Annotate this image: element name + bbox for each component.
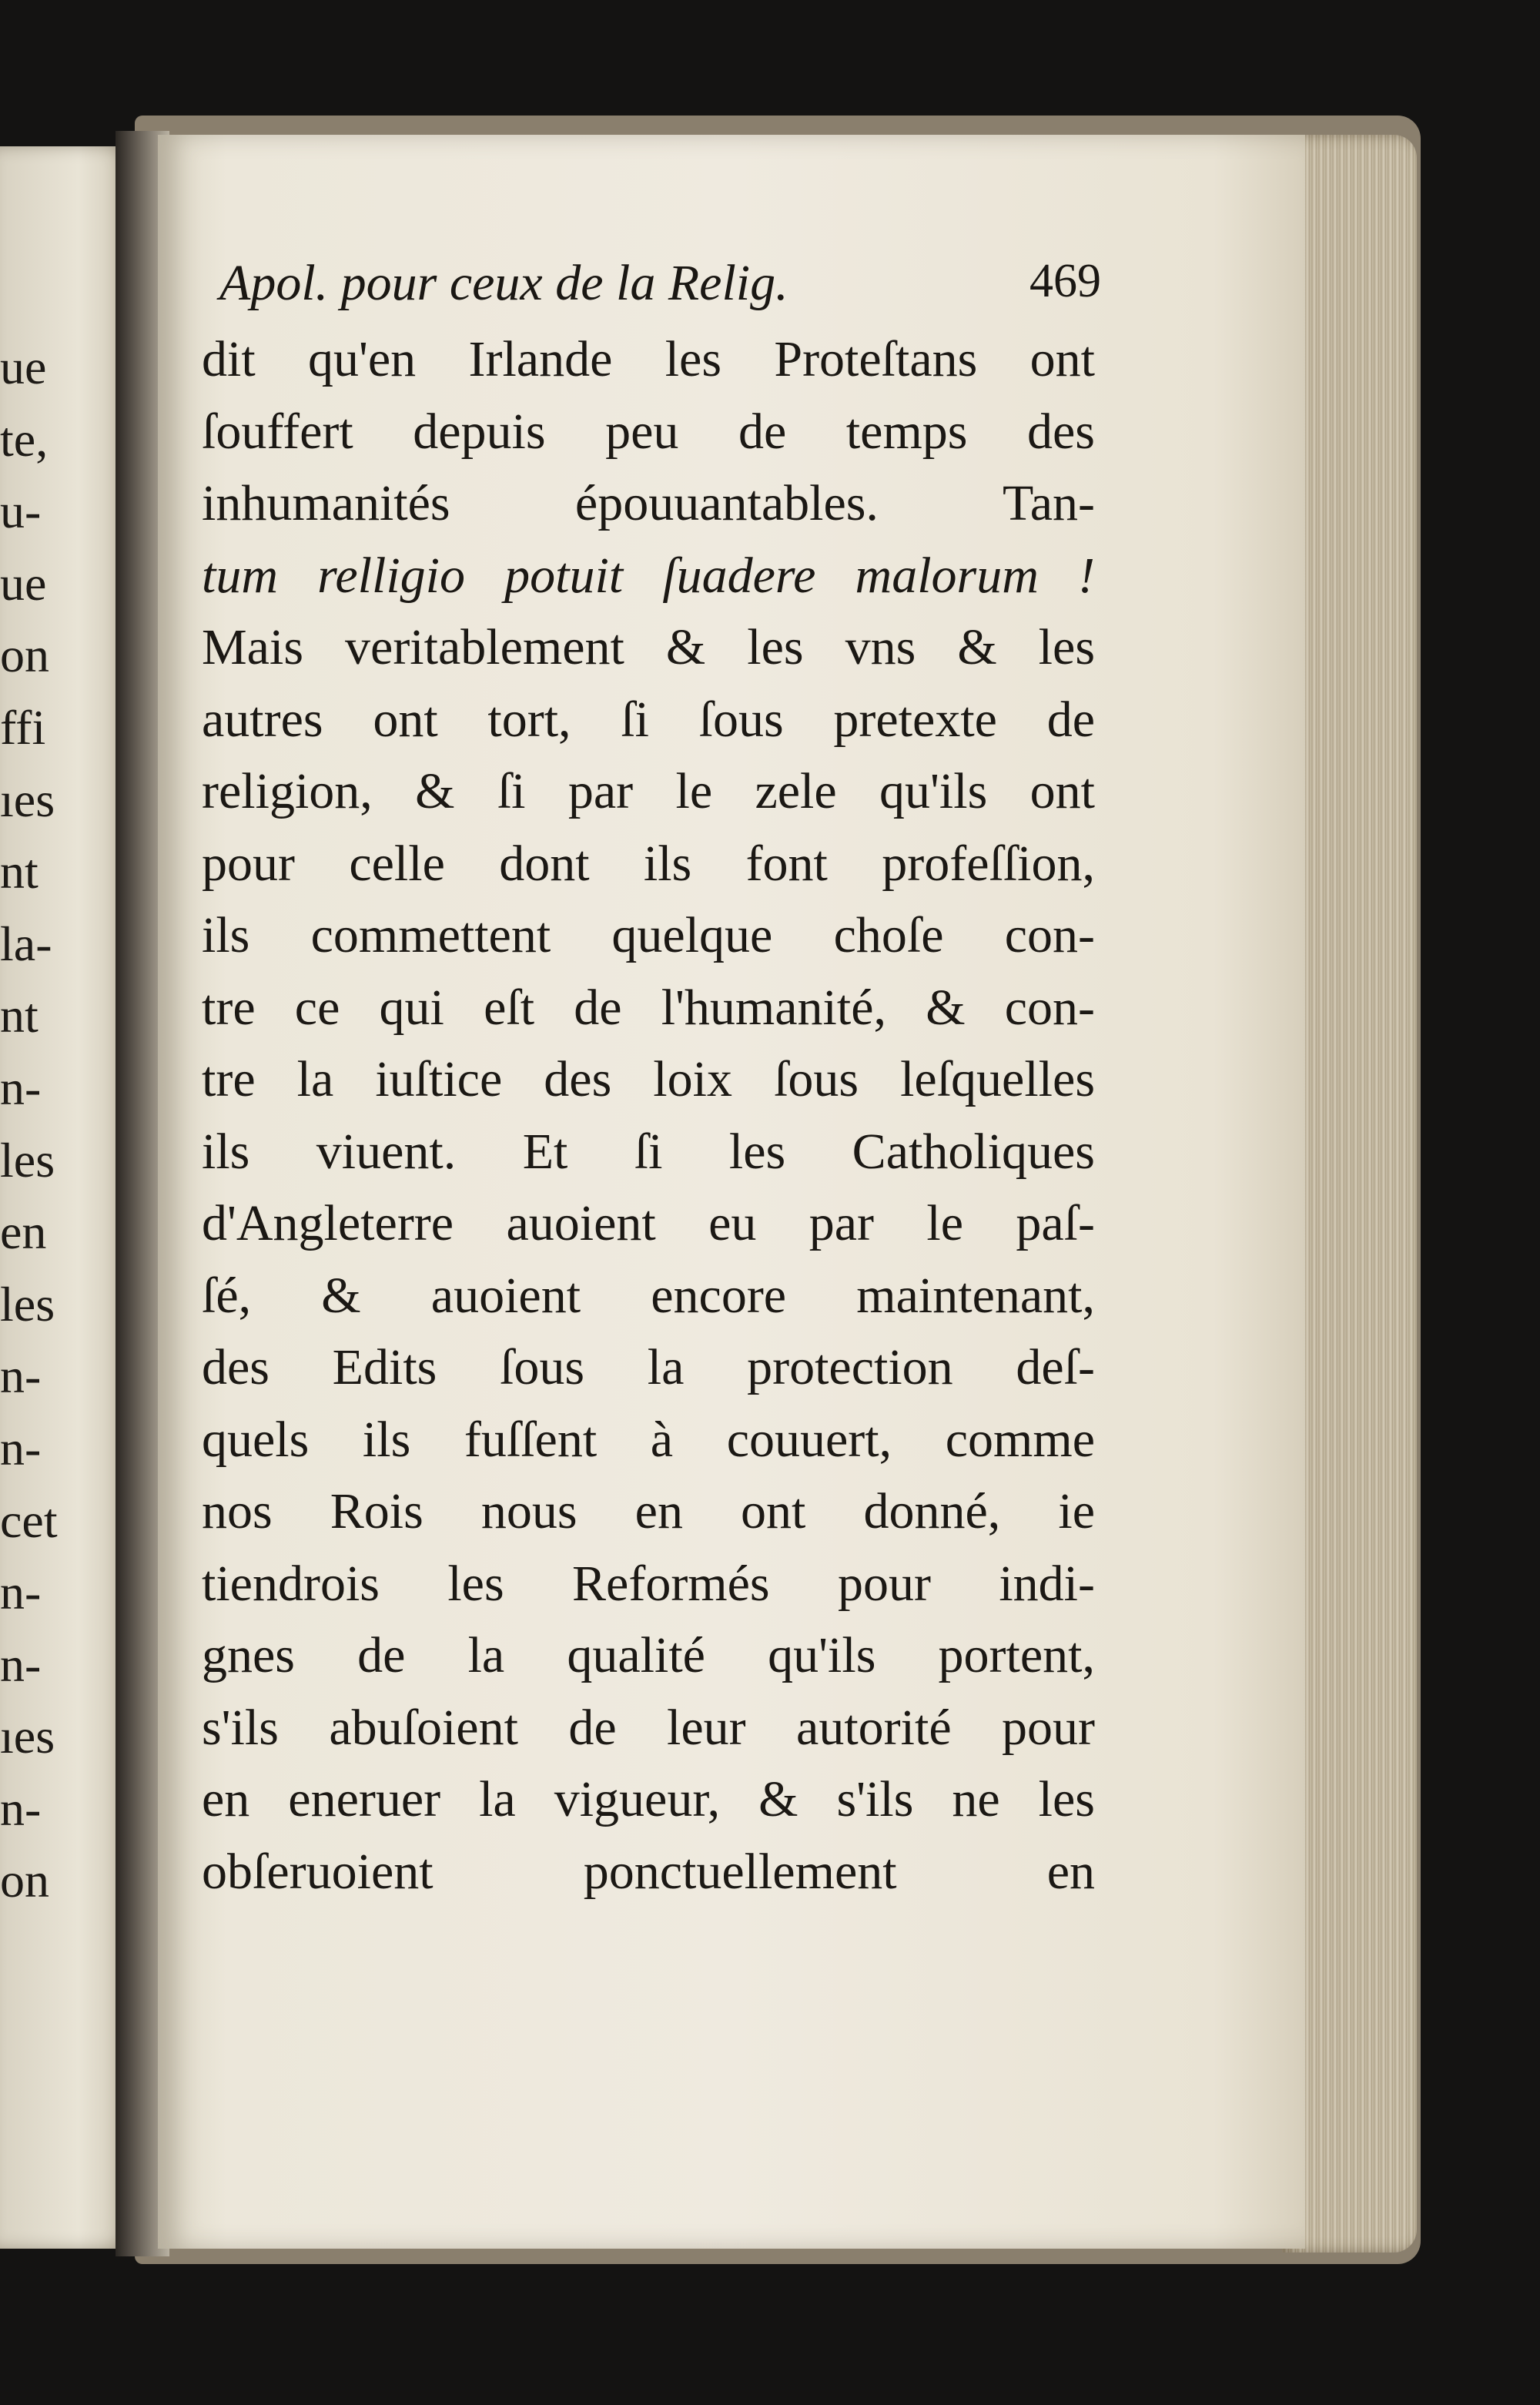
text-line: gnes de la qualité qu'ils portent, — [202, 1627, 1095, 1683]
text-line: ſé, & auoient encore maintenant, — [202, 1267, 1095, 1324]
text-line: pour celle dont ils font profeſſion, — [202, 835, 1095, 892]
text-line: ſouffert depuis peu de temps des — [202, 403, 1095, 460]
left-page — [0, 146, 131, 2249]
left-page-line-fragment: n- — [0, 1565, 42, 1620]
left-page-line-fragment: la- — [0, 916, 52, 971]
text-line: ils viuent. Et ſi les Catholiques — [202, 1123, 1095, 1180]
running-head — [219, 254, 1101, 323]
body-text — [202, 323, 1095, 1908]
text-line: tiendrois les Reformés pour indi- — [202, 1555, 1095, 1612]
text-line: tre la iuſtice des loix ſous leſquelles — [202, 1051, 1095, 1107]
text-line: d'Angleterre auoient eu par le paſ- — [202, 1195, 1095, 1251]
text-line: nos Rois nous en ont donné, ie — [202, 1483, 1095, 1539]
left-page-line-fragment: n- — [0, 1420, 42, 1475]
left-page-line-fragment: n- — [0, 1060, 42, 1115]
left-page-line-fragment: ue — [0, 555, 47, 611]
text-line: en eneruer la vigueur, & s'ils ne les — [202, 1771, 1095, 1827]
left-page-line-fragment: n- — [0, 1348, 42, 1404]
left-page-line-fragment: les — [0, 1276, 55, 1331]
left-page-line-fragment: nt — [0, 988, 38, 1043]
left-page-line-fragment: on — [0, 1853, 49, 1908]
text-line: religion, & ſi par le zele qu'ils ont — [202, 763, 1095, 819]
text-line: quels ils fuſſent à couuert, comme — [202, 1411, 1095, 1468]
text-line: des Edits ſous la protection deſ- — [202, 1339, 1095, 1395]
text-line: ils commettent quelque choſe con- — [202, 907, 1095, 963]
left-page-line-fragment: on — [0, 628, 49, 683]
left-page-line-fragment: en — [0, 1204, 47, 1260]
left-page-line-fragment: ue — [0, 340, 47, 394]
text-line: tre ce qui eſt de l'humanité, & con- — [202, 979, 1095, 1036]
running-title: Apol. pour ceux de la Relig. — [219, 255, 788, 311]
left-page-line-fragment: n- — [0, 1636, 42, 1692]
text-line: autres ont tort, ſi ſous pretexte de — [202, 691, 1095, 748]
text-line: Mais veritablement & les vns & les — [202, 619, 1095, 675]
text-line: tum relligio potuit ſuadere malorum ! — [202, 547, 1095, 604]
left-page-line-fragment: n- — [0, 1780, 42, 1836]
page-number: 469 — [1029, 255, 1101, 307]
text-line: obſeruoient ponctuellement en — [202, 1843, 1095, 1900]
left-page-line-fragment: ıes — [0, 772, 55, 827]
left-page-line-fragment: ıes — [0, 1709, 55, 1764]
text-line: s'ils abuſoient de leur autorité pour — [202, 1699, 1095, 1756]
left-page-line-fragment: nt — [0, 844, 38, 899]
left-page-line-fragments — [0, 331, 58, 1917]
left-page-line-fragment: cet — [0, 1492, 58, 1548]
left-page-line-fragment: les — [0, 1132, 55, 1187]
left-page-line-fragment: ffi — [0, 699, 46, 755]
left-page-line-fragment: te, — [0, 411, 49, 467]
left-page-line-fragment: u- — [0, 484, 42, 539]
text-line: dit qu'en Irlande les Proteſtans ont — [202, 331, 1095, 387]
text-line: inhumanités épouuantables. Tan- — [202, 475, 1095, 531]
